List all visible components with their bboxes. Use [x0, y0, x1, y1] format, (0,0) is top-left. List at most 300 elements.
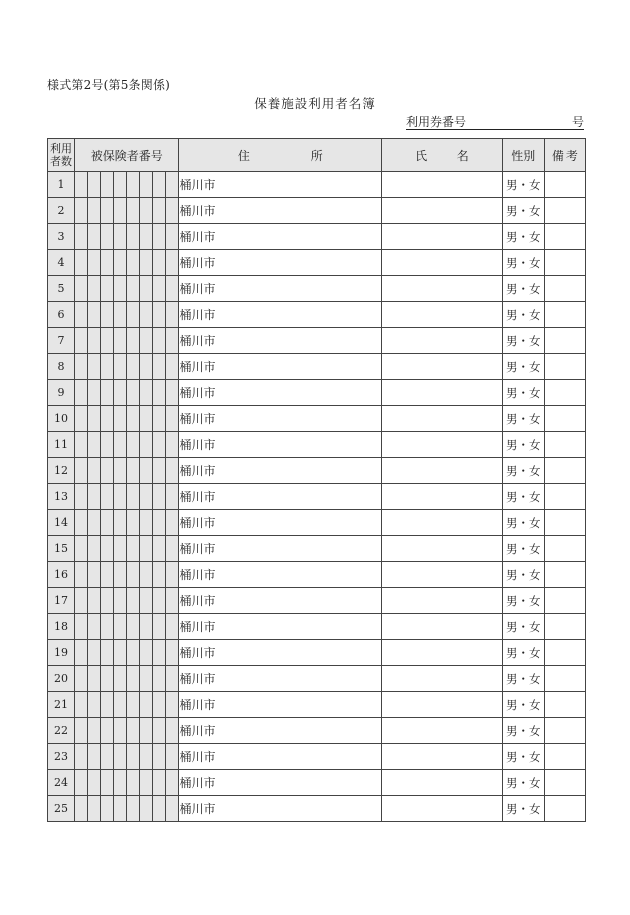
insured-number-digit-cell[interactable]: [166, 354, 179, 380]
insured-number-digit-cell[interactable]: [88, 354, 101, 380]
insured-number-digit-cell[interactable]: [140, 250, 153, 276]
insured-number-digit-cell[interactable]: [101, 432, 114, 458]
insured-number-digit-cell[interactable]: [140, 510, 153, 536]
insured-number-digit-cell[interactable]: [88, 432, 101, 458]
insured-number-digit-cell[interactable]: [140, 614, 153, 640]
note-cell[interactable]: [544, 484, 585, 510]
insured-number-digit-cell[interactable]: [127, 796, 140, 822]
sex-cell[interactable]: 男・女: [502, 666, 544, 692]
insured-number-digit-cell[interactable]: [140, 172, 153, 198]
note-cell[interactable]: [544, 406, 585, 432]
insured-number-digit-cell[interactable]: [153, 172, 166, 198]
insured-number-digit-cell[interactable]: [114, 562, 127, 588]
insured-number-digit-cell[interactable]: [153, 562, 166, 588]
address-cell[interactable]: 桶川市: [179, 432, 382, 458]
insured-number-digit-cell[interactable]: [88, 614, 101, 640]
insured-number-digit-cell[interactable]: [166, 406, 179, 432]
note-cell[interactable]: [544, 328, 585, 354]
address-cell[interactable]: 桶川市: [179, 510, 382, 536]
insured-number-digit-cell[interactable]: [140, 484, 153, 510]
insured-number-digit-cell[interactable]: [166, 172, 179, 198]
note-cell[interactable]: [544, 796, 585, 822]
insured-number-digit-cell[interactable]: [127, 770, 140, 796]
insured-number-digit-cell[interactable]: [114, 406, 127, 432]
address-cell[interactable]: 桶川市: [179, 588, 382, 614]
insured-number-digit-cell[interactable]: [166, 718, 179, 744]
note-cell[interactable]: [544, 588, 585, 614]
sex-cell[interactable]: 男・女: [502, 224, 544, 250]
insured-number-digit-cell[interactable]: [114, 484, 127, 510]
name-cell[interactable]: [382, 692, 502, 718]
insured-number-digit-cell[interactable]: [140, 380, 153, 406]
note-cell[interactable]: [544, 380, 585, 406]
insured-number-digit-cell[interactable]: [127, 224, 140, 250]
insured-number-digit-cell[interactable]: [166, 510, 179, 536]
sex-cell[interactable]: 男・女: [502, 432, 544, 458]
insured-number-digit-cell[interactable]: [127, 458, 140, 484]
insured-number-digit-cell[interactable]: [140, 328, 153, 354]
insured-number-digit-cell[interactable]: [114, 796, 127, 822]
insured-number-digit-cell[interactable]: [153, 692, 166, 718]
insured-number-digit-cell[interactable]: [140, 744, 153, 770]
sex-cell[interactable]: 男・女: [502, 562, 544, 588]
insured-number-digit-cell[interactable]: [75, 640, 88, 666]
name-cell[interactable]: [382, 510, 502, 536]
address-cell[interactable]: 桶川市: [179, 614, 382, 640]
insured-number-digit-cell[interactable]: [114, 432, 127, 458]
insured-number-digit-cell[interactable]: [140, 770, 153, 796]
note-cell[interactable]: [544, 354, 585, 380]
address-cell[interactable]: 桶川市: [179, 484, 382, 510]
insured-number-digit-cell[interactable]: [75, 744, 88, 770]
insured-number-digit-cell[interactable]: [88, 380, 101, 406]
insured-number-digit-cell[interactable]: [75, 354, 88, 380]
insured-number-digit-cell[interactable]: [75, 484, 88, 510]
sex-cell[interactable]: 男・女: [502, 588, 544, 614]
address-cell[interactable]: 桶川市: [179, 328, 382, 354]
name-cell[interactable]: [382, 354, 502, 380]
insured-number-digit-cell[interactable]: [75, 614, 88, 640]
insured-number-digit-cell[interactable]: [140, 302, 153, 328]
insured-number-digit-cell[interactable]: [88, 198, 101, 224]
insured-number-digit-cell[interactable]: [127, 562, 140, 588]
name-cell[interactable]: [382, 432, 502, 458]
note-cell[interactable]: [544, 666, 585, 692]
insured-number-digit-cell[interactable]: [166, 380, 179, 406]
address-cell[interactable]: 桶川市: [179, 692, 382, 718]
insured-number-digit-cell[interactable]: [166, 328, 179, 354]
insured-number-digit-cell[interactable]: [75, 562, 88, 588]
insured-number-digit-cell[interactable]: [114, 302, 127, 328]
insured-number-digit-cell[interactable]: [153, 250, 166, 276]
name-cell[interactable]: [382, 198, 502, 224]
insured-number-digit-cell[interactable]: [75, 666, 88, 692]
insured-number-digit-cell[interactable]: [101, 744, 114, 770]
insured-number-digit-cell[interactable]: [140, 276, 153, 302]
insured-number-digit-cell[interactable]: [101, 380, 114, 406]
insured-number-digit-cell[interactable]: [101, 510, 114, 536]
insured-number-digit-cell[interactable]: [140, 354, 153, 380]
insured-number-digit-cell[interactable]: [88, 328, 101, 354]
insured-number-digit-cell[interactable]: [114, 536, 127, 562]
sex-cell[interactable]: 男・女: [502, 406, 544, 432]
name-cell[interactable]: [382, 328, 502, 354]
insured-number-digit-cell[interactable]: [75, 510, 88, 536]
insured-number-digit-cell[interactable]: [153, 744, 166, 770]
insured-number-digit-cell[interactable]: [88, 666, 101, 692]
insured-number-digit-cell[interactable]: [127, 380, 140, 406]
insured-number-digit-cell[interactable]: [88, 510, 101, 536]
note-cell[interactable]: [544, 198, 585, 224]
insured-number-digit-cell[interactable]: [166, 432, 179, 458]
insured-number-digit-cell[interactable]: [88, 692, 101, 718]
insured-number-digit-cell[interactable]: [88, 770, 101, 796]
insured-number-digit-cell[interactable]: [101, 484, 114, 510]
note-cell[interactable]: [544, 562, 585, 588]
note-cell[interactable]: [544, 744, 585, 770]
insured-number-digit-cell[interactable]: [153, 432, 166, 458]
name-cell[interactable]: [382, 744, 502, 770]
insured-number-digit-cell[interactable]: [166, 692, 179, 718]
insured-number-digit-cell[interactable]: [75, 406, 88, 432]
name-cell[interactable]: [382, 224, 502, 250]
ticket-number-field[interactable]: [406, 113, 584, 130]
address-cell[interactable]: 桶川市: [179, 536, 382, 562]
insured-number-digit-cell[interactable]: [153, 276, 166, 302]
address-cell[interactable]: 桶川市: [179, 250, 382, 276]
insured-number-digit-cell[interactable]: [153, 536, 166, 562]
insured-number-digit-cell[interactable]: [127, 328, 140, 354]
insured-number-digit-cell[interactable]: [166, 666, 179, 692]
insured-number-digit-cell[interactable]: [88, 562, 101, 588]
address-cell[interactable]: 桶川市: [179, 276, 382, 302]
note-cell[interactable]: [544, 172, 585, 198]
insured-number-digit-cell[interactable]: [114, 250, 127, 276]
insured-number-digit-cell[interactable]: [75, 588, 88, 614]
insured-number-digit-cell[interactable]: [166, 536, 179, 562]
address-cell[interactable]: 桶川市: [179, 562, 382, 588]
insured-number-digit-cell[interactable]: [88, 276, 101, 302]
address-cell[interactable]: 桶川市: [179, 224, 382, 250]
insured-number-digit-cell[interactable]: [75, 224, 88, 250]
name-cell[interactable]: [382, 666, 502, 692]
name-cell[interactable]: [382, 588, 502, 614]
note-cell[interactable]: [544, 302, 585, 328]
insured-number-digit-cell[interactable]: [166, 458, 179, 484]
insured-number-digit-cell[interactable]: [114, 614, 127, 640]
name-cell[interactable]: [382, 796, 502, 822]
note-cell[interactable]: [544, 692, 585, 718]
sex-cell[interactable]: 男・女: [502, 744, 544, 770]
insured-number-digit-cell[interactable]: [114, 718, 127, 744]
insured-number-digit-cell[interactable]: [153, 354, 166, 380]
address-cell[interactable]: 桶川市: [179, 640, 382, 666]
note-cell[interactable]: [544, 250, 585, 276]
name-cell[interactable]: [382, 250, 502, 276]
sex-cell[interactable]: 男・女: [502, 302, 544, 328]
insured-number-digit-cell[interactable]: [114, 354, 127, 380]
insured-number-digit-cell[interactable]: [153, 484, 166, 510]
insured-number-digit-cell[interactable]: [166, 588, 179, 614]
address-cell[interactable]: 桶川市: [179, 718, 382, 744]
insured-number-digit-cell[interactable]: [153, 666, 166, 692]
sex-cell[interactable]: 男・女: [502, 380, 544, 406]
insured-number-digit-cell[interactable]: [114, 198, 127, 224]
insured-number-digit-cell[interactable]: [127, 198, 140, 224]
insured-number-digit-cell[interactable]: [127, 432, 140, 458]
insured-number-digit-cell[interactable]: [101, 640, 114, 666]
name-cell[interactable]: [382, 458, 502, 484]
insured-number-digit-cell[interactable]: [114, 172, 127, 198]
insured-number-digit-cell[interactable]: [166, 276, 179, 302]
insured-number-digit-cell[interactable]: [153, 328, 166, 354]
insured-number-digit-cell[interactable]: [166, 562, 179, 588]
insured-number-digit-cell[interactable]: [75, 432, 88, 458]
sex-cell[interactable]: 男・女: [502, 640, 544, 666]
insured-number-digit-cell[interactable]: [101, 198, 114, 224]
address-cell[interactable]: 桶川市: [179, 458, 382, 484]
name-cell[interactable]: [382, 718, 502, 744]
insured-number-digit-cell[interactable]: [127, 640, 140, 666]
insured-number-digit-cell[interactable]: [101, 692, 114, 718]
note-cell[interactable]: [544, 458, 585, 484]
note-cell[interactable]: [544, 770, 585, 796]
insured-number-digit-cell[interactable]: [140, 718, 153, 744]
insured-number-digit-cell[interactable]: [153, 302, 166, 328]
sex-cell[interactable]: 男・女: [502, 796, 544, 822]
insured-number-digit-cell[interactable]: [75, 302, 88, 328]
note-cell[interactable]: [544, 224, 585, 250]
insured-number-digit-cell[interactable]: [127, 406, 140, 432]
insured-number-digit-cell[interactable]: [75, 172, 88, 198]
sex-cell[interactable]: 男・女: [502, 250, 544, 276]
insured-number-digit-cell[interactable]: [127, 250, 140, 276]
insured-number-digit-cell[interactable]: [140, 796, 153, 822]
insured-number-digit-cell[interactable]: [101, 536, 114, 562]
insured-number-digit-cell[interactable]: [140, 692, 153, 718]
insured-number-digit-cell[interactable]: [140, 406, 153, 432]
insured-number-digit-cell[interactable]: [114, 328, 127, 354]
insured-number-digit-cell[interactable]: [75, 796, 88, 822]
insured-number-digit-cell[interactable]: [140, 536, 153, 562]
insured-number-digit-cell[interactable]: [166, 224, 179, 250]
address-cell[interactable]: 桶川市: [179, 744, 382, 770]
address-cell[interactable]: 桶川市: [179, 354, 382, 380]
insured-number-digit-cell[interactable]: [140, 198, 153, 224]
insured-number-digit-cell[interactable]: [153, 796, 166, 822]
insured-number-digit-cell[interactable]: [114, 692, 127, 718]
insured-number-digit-cell[interactable]: [101, 588, 114, 614]
insured-number-digit-cell[interactable]: [153, 640, 166, 666]
sex-cell[interactable]: 男・女: [502, 172, 544, 198]
insured-number-digit-cell[interactable]: [114, 588, 127, 614]
insured-number-digit-cell[interactable]: [75, 328, 88, 354]
insured-number-digit-cell[interactable]: [127, 744, 140, 770]
insured-number-digit-cell[interactable]: [75, 380, 88, 406]
sex-cell[interactable]: 男・女: [502, 484, 544, 510]
address-cell[interactable]: 桶川市: [179, 380, 382, 406]
insured-number-digit-cell[interactable]: [88, 458, 101, 484]
note-cell[interactable]: [544, 614, 585, 640]
note-cell[interactable]: [544, 536, 585, 562]
insured-number-digit-cell[interactable]: [75, 250, 88, 276]
insured-number-digit-cell[interactable]: [166, 770, 179, 796]
insured-number-digit-cell[interactable]: [101, 276, 114, 302]
insured-number-digit-cell[interactable]: [127, 536, 140, 562]
address-cell[interactable]: 桶川市: [179, 302, 382, 328]
note-cell[interactable]: [544, 718, 585, 744]
insured-number-digit-cell[interactable]: [127, 588, 140, 614]
insured-number-digit-cell[interactable]: [153, 510, 166, 536]
insured-number-digit-cell[interactable]: [75, 276, 88, 302]
note-cell[interactable]: [544, 432, 585, 458]
insured-number-digit-cell[interactable]: [88, 744, 101, 770]
name-cell[interactable]: [382, 484, 502, 510]
insured-number-digit-cell[interactable]: [127, 484, 140, 510]
insured-number-digit-cell[interactable]: [140, 562, 153, 588]
insured-number-digit-cell[interactable]: [88, 718, 101, 744]
insured-number-digit-cell[interactable]: [127, 302, 140, 328]
insured-number-digit-cell[interactable]: [114, 770, 127, 796]
insured-number-digit-cell[interactable]: [101, 666, 114, 692]
insured-number-digit-cell[interactable]: [166, 744, 179, 770]
sex-cell[interactable]: 男・女: [502, 770, 544, 796]
insured-number-digit-cell[interactable]: [114, 380, 127, 406]
insured-number-digit-cell[interactable]: [127, 510, 140, 536]
note-cell[interactable]: [544, 510, 585, 536]
name-cell[interactable]: [382, 640, 502, 666]
sex-cell[interactable]: 男・女: [502, 692, 544, 718]
insured-number-digit-cell[interactable]: [101, 250, 114, 276]
insured-number-digit-cell[interactable]: [114, 224, 127, 250]
insured-number-digit-cell[interactable]: [127, 614, 140, 640]
insured-number-digit-cell[interactable]: [101, 562, 114, 588]
sex-cell[interactable]: 男・女: [502, 198, 544, 224]
insured-number-digit-cell[interactable]: [101, 458, 114, 484]
name-cell[interactable]: [382, 536, 502, 562]
address-cell[interactable]: 桶川市: [179, 406, 382, 432]
insured-number-digit-cell[interactable]: [153, 458, 166, 484]
name-cell[interactable]: [382, 562, 502, 588]
insured-number-digit-cell[interactable]: [101, 302, 114, 328]
name-cell[interactable]: [382, 770, 502, 796]
insured-number-digit-cell[interactable]: [166, 614, 179, 640]
insured-number-digit-cell[interactable]: [101, 770, 114, 796]
insured-number-digit-cell[interactable]: [88, 406, 101, 432]
sex-cell[interactable]: 男・女: [502, 536, 544, 562]
insured-number-digit-cell[interactable]: [75, 770, 88, 796]
insured-number-digit-cell[interactable]: [88, 640, 101, 666]
insured-number-digit-cell[interactable]: [153, 198, 166, 224]
sex-cell[interactable]: 男・女: [502, 276, 544, 302]
insured-number-digit-cell[interactable]: [153, 588, 166, 614]
name-cell[interactable]: [382, 302, 502, 328]
insured-number-digit-cell[interactable]: [166, 198, 179, 224]
insured-number-digit-cell[interactable]: [114, 744, 127, 770]
insured-number-digit-cell[interactable]: [166, 796, 179, 822]
insured-number-digit-cell[interactable]: [153, 718, 166, 744]
insured-number-digit-cell[interactable]: [88, 250, 101, 276]
insured-number-digit-cell[interactable]: [153, 770, 166, 796]
insured-number-digit-cell[interactable]: [114, 276, 127, 302]
insured-number-digit-cell[interactable]: [101, 614, 114, 640]
name-cell[interactable]: [382, 406, 502, 432]
insured-number-digit-cell[interactable]: [75, 718, 88, 744]
insured-number-digit-cell[interactable]: [88, 224, 101, 250]
sex-cell[interactable]: 男・女: [502, 718, 544, 744]
insured-number-digit-cell[interactable]: [101, 328, 114, 354]
address-cell[interactable]: 桶川市: [179, 198, 382, 224]
insured-number-digit-cell[interactable]: [166, 250, 179, 276]
insured-number-digit-cell[interactable]: [153, 614, 166, 640]
insured-number-digit-cell[interactable]: [153, 406, 166, 432]
insured-number-digit-cell[interactable]: [166, 302, 179, 328]
address-cell[interactable]: 桶川市: [179, 796, 382, 822]
insured-number-digit-cell[interactable]: [140, 224, 153, 250]
insured-number-digit-cell[interactable]: [153, 224, 166, 250]
note-cell[interactable]: [544, 640, 585, 666]
insured-number-digit-cell[interactable]: [153, 380, 166, 406]
name-cell[interactable]: [382, 614, 502, 640]
address-cell[interactable]: 桶川市: [179, 770, 382, 796]
name-cell[interactable]: [382, 380, 502, 406]
insured-number-digit-cell[interactable]: [166, 484, 179, 510]
insured-number-digit-cell[interactable]: [127, 718, 140, 744]
insured-number-digit-cell[interactable]: [101, 224, 114, 250]
insured-number-digit-cell[interactable]: [101, 406, 114, 432]
insured-number-digit-cell[interactable]: [127, 172, 140, 198]
insured-number-digit-cell[interactable]: [75, 536, 88, 562]
insured-number-digit-cell[interactable]: [140, 640, 153, 666]
sex-cell[interactable]: 男・女: [502, 328, 544, 354]
insured-number-digit-cell[interactable]: [101, 796, 114, 822]
insured-number-digit-cell[interactable]: [114, 458, 127, 484]
address-cell[interactable]: 桶川市: [179, 172, 382, 198]
insured-number-digit-cell[interactable]: [127, 692, 140, 718]
address-cell[interactable]: 桶川市: [179, 666, 382, 692]
insured-number-digit-cell[interactable]: [114, 640, 127, 666]
insured-number-digit-cell[interactable]: [101, 718, 114, 744]
insured-number-digit-cell[interactable]: [140, 666, 153, 692]
sex-cell[interactable]: 男・女: [502, 510, 544, 536]
sex-cell[interactable]: 男・女: [502, 458, 544, 484]
insured-number-digit-cell[interactable]: [140, 458, 153, 484]
insured-number-digit-cell[interactable]: [127, 354, 140, 380]
insured-number-digit-cell[interactable]: [75, 692, 88, 718]
insured-number-digit-cell[interactable]: [166, 640, 179, 666]
sex-cell[interactable]: 男・女: [502, 354, 544, 380]
sex-cell[interactable]: 男・女: [502, 614, 544, 640]
insured-number-digit-cell[interactable]: [88, 302, 101, 328]
note-cell[interactable]: [544, 276, 585, 302]
insured-number-digit-cell[interactable]: [101, 172, 114, 198]
insured-number-digit-cell[interactable]: [101, 354, 114, 380]
insured-number-digit-cell[interactable]: [127, 276, 140, 302]
insured-number-digit-cell[interactable]: [88, 484, 101, 510]
insured-number-digit-cell[interactable]: [140, 588, 153, 614]
insured-number-digit-cell[interactable]: [88, 172, 101, 198]
insured-number-digit-cell[interactable]: [88, 536, 101, 562]
insured-number-digit-cell[interactable]: [88, 588, 101, 614]
insured-number-digit-cell[interactable]: [114, 510, 127, 536]
name-cell[interactable]: [382, 276, 502, 302]
name-cell[interactable]: [382, 172, 502, 198]
insured-number-digit-cell[interactable]: [75, 198, 88, 224]
insured-number-digit-cell[interactable]: [88, 796, 101, 822]
insured-number-digit-cell[interactable]: [127, 666, 140, 692]
insured-number-digit-cell[interactable]: [75, 458, 88, 484]
insured-number-digit-cell[interactable]: [114, 666, 127, 692]
